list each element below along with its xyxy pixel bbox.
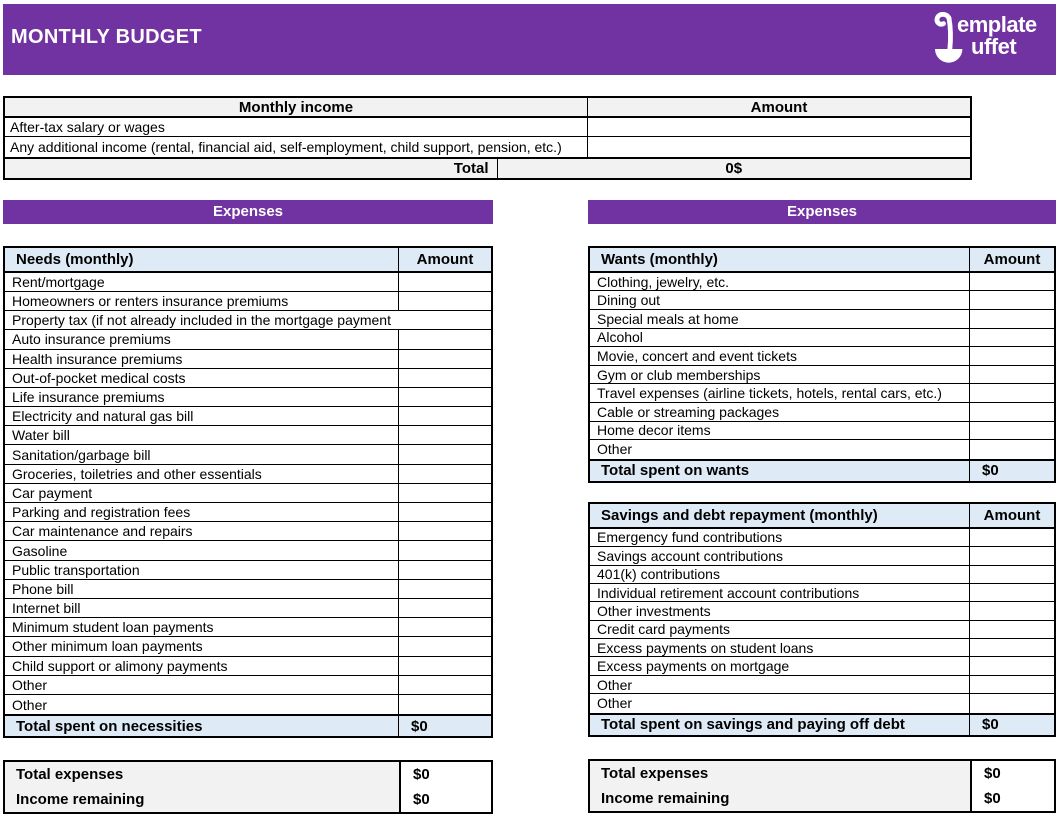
income-table-header xyxy=(5,98,970,118)
needs-total-label: Total spent on necessities xyxy=(5,716,399,736)
wants-row xyxy=(590,273,1054,292)
amount-cell[interactable] xyxy=(399,541,491,559)
income-total-value: 0$ xyxy=(725,159,743,177)
expense-label: Alcohol xyxy=(590,329,970,347)
expense-label: Credit card payments xyxy=(590,621,970,638)
savings-total-row xyxy=(590,713,1054,735)
income-row xyxy=(5,118,970,137)
summary-row xyxy=(5,787,491,812)
amount-cell[interactable] xyxy=(970,602,1054,619)
amount-cell[interactable] xyxy=(399,465,491,483)
amount-cell[interactable] xyxy=(399,484,491,502)
needs-row xyxy=(5,541,491,560)
amount-cell[interactable] xyxy=(399,561,491,579)
summary-label: Income remaining xyxy=(590,786,972,811)
summary-label: Income remaining xyxy=(5,787,401,812)
expense-label: Excess payments on student loans xyxy=(590,639,970,656)
amount-cell[interactable] xyxy=(970,529,1054,546)
amount-cell[interactable] xyxy=(970,422,1054,440)
savings-table xyxy=(588,502,1056,737)
amount-cell[interactable] xyxy=(399,407,491,425)
expense-label: Other investments xyxy=(590,602,970,619)
amount-cell[interactable] xyxy=(399,426,491,444)
expense-label: Gasoline xyxy=(5,541,399,559)
needs-row xyxy=(5,580,491,599)
needs-table-header xyxy=(5,248,491,273)
amount-cell[interactable] xyxy=(399,388,491,406)
needs-row xyxy=(5,676,491,695)
income-total-row xyxy=(5,157,970,178)
amount-cell[interactable] xyxy=(399,292,491,310)
savings-row xyxy=(590,529,1054,547)
income-total-label: Total xyxy=(5,159,498,178)
expenses-banner-right: Expenses xyxy=(588,200,1056,224)
wants-header-amount: Amount xyxy=(983,250,1041,268)
wants-table-header xyxy=(590,248,1054,273)
income-label: After-tax salary or wages xyxy=(5,118,588,136)
amount-cell[interactable] xyxy=(970,584,1054,601)
expense-label: Child support or alimony payments xyxy=(5,657,399,675)
savings-row xyxy=(590,547,1054,565)
amount-cell[interactable] xyxy=(970,694,1054,712)
summary-value: $0 xyxy=(401,787,491,812)
savings-row xyxy=(590,621,1054,639)
needs-row xyxy=(5,407,491,426)
needs-row xyxy=(5,484,491,503)
income-amount-cell[interactable] xyxy=(588,137,970,156)
expense-label: Groceries, toiletries and other essentials xyxy=(5,465,399,483)
amount-cell[interactable] xyxy=(399,618,491,636)
wants-row xyxy=(590,440,1054,459)
amount-cell[interactable] xyxy=(399,273,491,291)
amount-cell[interactable] xyxy=(970,657,1054,674)
amount-cell[interactable] xyxy=(970,384,1054,402)
expense-label: Emergency fund contributions xyxy=(590,529,970,546)
savings-total-label: Total spent on savings and paying off debt xyxy=(590,715,970,735)
needs-row xyxy=(5,388,491,407)
wants-row xyxy=(590,384,1054,403)
expense-label: Public transportation xyxy=(5,561,399,579)
monthly-income-table xyxy=(3,96,972,180)
needs-row xyxy=(5,273,491,292)
expense-label: Sanitation/garbage bill xyxy=(5,445,399,463)
amount-cell[interactable] xyxy=(970,566,1054,583)
needs-table xyxy=(3,246,493,738)
needs-row xyxy=(5,465,491,484)
savings-total-value: $0 xyxy=(982,716,999,734)
expense-label: Other xyxy=(590,440,970,459)
expense-columns xyxy=(3,200,1056,814)
expenses-banner-left: Expenses xyxy=(3,200,493,224)
expense-label: Internet bill xyxy=(5,599,399,617)
expense-label: Property tax (if not already included in the mortgage payment xyxy=(12,312,391,329)
income-row xyxy=(5,137,970,156)
needs-row xyxy=(5,618,491,637)
amount-cell[interactable] xyxy=(399,330,491,348)
wants-total-row xyxy=(590,459,1054,481)
summary-value: $0 xyxy=(972,761,1054,786)
amount-cell[interactable] xyxy=(399,580,491,598)
income-header-label: Monthly income xyxy=(5,98,588,116)
expense-label: Individual retirement account contributions xyxy=(590,584,970,601)
expense-label: Electricity and natural gas bill xyxy=(5,407,399,425)
needs-total-row xyxy=(5,714,491,736)
needs-row xyxy=(5,503,491,522)
summary-row xyxy=(5,762,491,787)
amount-cell[interactable] xyxy=(970,273,1054,291)
expense-label: Life insurance premiums xyxy=(5,388,399,406)
needs-row xyxy=(5,292,491,311)
expense-label: Home decor items xyxy=(590,422,970,440)
wants-row xyxy=(590,366,1054,385)
expense-label: Minimum student loan payments xyxy=(5,618,399,636)
amount-cell[interactable] xyxy=(970,403,1054,421)
savings-row xyxy=(590,639,1054,657)
needs-header-label: Needs (monthly) xyxy=(5,248,399,271)
amount-cell[interactable] xyxy=(970,547,1054,564)
expense-label: Water bill xyxy=(5,426,399,444)
logo-text-buffet: uffet xyxy=(971,34,1017,59)
wants-total-label: Total spent on wants xyxy=(590,461,970,481)
summary-value: $0 xyxy=(972,786,1054,811)
wants-row xyxy=(590,403,1054,422)
income-amount-cell[interactable] xyxy=(588,118,970,136)
wants-row xyxy=(590,422,1054,441)
summary-label: Total expenses xyxy=(590,761,972,786)
expense-label: Parking and registration fees xyxy=(5,503,399,521)
wants-savings-column xyxy=(588,200,1056,814)
amount-cell[interactable] xyxy=(399,657,491,675)
savings-row xyxy=(590,694,1054,712)
expense-label: Excess payments on mortgage xyxy=(590,657,970,674)
savings-row xyxy=(590,657,1054,675)
needs-row xyxy=(5,599,491,618)
needs-row xyxy=(5,311,491,330)
amount-cell[interactable] xyxy=(970,621,1054,638)
amount-cell[interactable] xyxy=(399,503,491,521)
expense-label: Out-of-pocket medical costs xyxy=(5,369,399,387)
expense-label: Travel expenses (airline tickets, hotels, rental cars, etc.) xyxy=(590,384,970,402)
needs-row xyxy=(5,561,491,580)
savings-row xyxy=(590,602,1054,620)
savings-header-label: Savings and debt repayment (monthly) xyxy=(590,504,970,527)
amount-cell[interactable] xyxy=(970,291,1054,309)
needs-row xyxy=(5,426,491,445)
income-header-amount: Amount xyxy=(750,98,808,116)
amount-cell[interactable] xyxy=(399,445,491,463)
needs-row xyxy=(5,369,491,388)
wants-row xyxy=(590,347,1054,366)
amount-cell[interactable] xyxy=(399,599,491,617)
wants-total-value: $0 xyxy=(982,462,999,480)
expense-label: Other minimum loan payments xyxy=(5,637,399,655)
needs-row xyxy=(5,445,491,464)
expense-label: Rent/mortgage xyxy=(5,273,399,291)
amount-cell[interactable] xyxy=(399,676,491,694)
needs-row xyxy=(5,657,491,676)
expense-label: Health insurance premiums xyxy=(5,350,399,368)
expense-label: Homeowners or renters insurance premiums xyxy=(5,292,399,310)
expense-label: Car maintenance and repairs xyxy=(5,522,399,540)
needs-row xyxy=(5,330,491,349)
amount-cell[interactable] xyxy=(970,440,1054,459)
summary-value: $0 xyxy=(401,762,491,787)
expense-label: Clothing, jewelry, etc. xyxy=(590,273,970,291)
wants-header-label: Wants (monthly) xyxy=(590,248,970,271)
savings-row xyxy=(590,566,1054,584)
expense-label: Special meals at home xyxy=(590,310,970,328)
amount-cell[interactable] xyxy=(399,637,491,655)
expense-label: Dining out xyxy=(590,291,970,309)
summary-right-table xyxy=(588,759,1056,813)
amount-cell[interactable] xyxy=(970,310,1054,328)
amount-cell[interactable] xyxy=(399,311,491,329)
income-label: Any additional income (rental, financial aid, self-employment, child support, pension, etc.) xyxy=(5,137,588,156)
amount-cell[interactable] xyxy=(970,676,1054,693)
expense-label: Other xyxy=(5,695,399,714)
wants-table xyxy=(588,246,1056,483)
expense-label: Car payment xyxy=(5,484,399,502)
expense-label: Movie, concert and event tickets xyxy=(590,347,970,365)
needs-column xyxy=(3,200,493,814)
summary-label: Total expenses xyxy=(5,762,401,787)
savings-header-amount: Amount xyxy=(983,506,1041,524)
expense-label: Other xyxy=(5,676,399,694)
template-buffet-logo xyxy=(924,11,1048,71)
savings-row xyxy=(590,584,1054,602)
amount-cell[interactable] xyxy=(970,366,1054,384)
needs-row xyxy=(5,695,491,714)
logo-text-template: emplate xyxy=(957,12,1037,37)
expense-label: Other xyxy=(590,694,970,712)
needs-total-value: $0 xyxy=(411,717,428,735)
wants-row xyxy=(590,329,1054,348)
amount-cell[interactable] xyxy=(399,522,491,540)
savings-table-header xyxy=(590,504,1054,529)
amount-cell[interactable] xyxy=(970,639,1054,656)
page-title: MONTHLY BUDGET xyxy=(11,26,202,48)
needs-row xyxy=(5,350,491,369)
savings-row xyxy=(590,676,1054,694)
wants-row xyxy=(590,310,1054,329)
amount-cell[interactable] xyxy=(399,695,491,714)
amount-cell[interactable] xyxy=(970,347,1054,365)
needs-header-amount: Amount xyxy=(416,250,474,268)
expense-label: Auto insurance premiums xyxy=(5,330,399,348)
needs-row xyxy=(5,637,491,656)
expense-label: Phone bill xyxy=(5,580,399,598)
summary-left-table xyxy=(3,760,493,814)
amount-cell[interactable] xyxy=(399,350,491,368)
expense-label: Savings account contributions xyxy=(590,547,970,564)
app-header xyxy=(3,4,1056,75)
expense-label: 401(k) contributions xyxy=(590,566,970,583)
needs-row xyxy=(5,522,491,541)
summary-row xyxy=(590,761,1054,786)
expense-label: Other xyxy=(590,676,970,693)
expense-label: Cable or streaming packages xyxy=(590,403,970,421)
amount-cell[interactable] xyxy=(399,369,491,387)
expense-label: Gym or club memberships xyxy=(590,366,970,384)
wants-row xyxy=(590,291,1054,310)
amount-cell[interactable] xyxy=(970,329,1054,347)
summary-row xyxy=(590,786,1054,811)
